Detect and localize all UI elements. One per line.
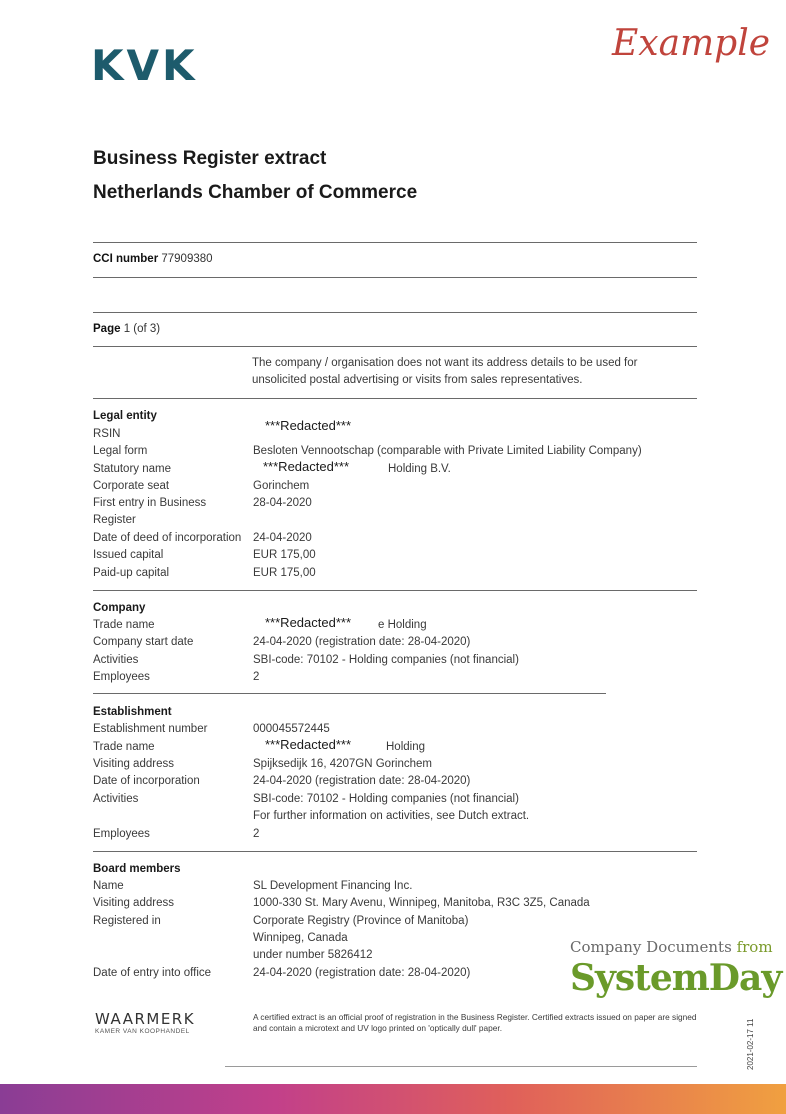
divider <box>93 277 697 278</box>
entry-into-office-label: Date of entry into office <box>93 967 212 979</box>
divider <box>93 398 697 399</box>
waarmerk-logo: WAARMERK <box>95 1010 196 1028</box>
systemday-logo: SystemDay <box>570 957 782 999</box>
issued-capital-label: Issued capital <box>93 549 164 561</box>
legal-form-value: Besloten Vennootschap (comparable with Private Limited Liability Company) <box>253 445 642 457</box>
board-name-label: Name <box>93 880 124 892</box>
privacy-line-1: The company / organisation does not want its address details to be used for <box>252 357 638 369</box>
establishment-trade-name-redacted: ***Redacted*** <box>265 737 352 752</box>
example-stamp: Example <box>612 23 771 64</box>
divider <box>93 590 697 591</box>
company-activities-value: SBI-code: 70102 - Holding companies (not financial) <box>253 654 519 666</box>
establishment-activities-label: Activities <box>93 793 139 805</box>
board-visiting-label: Visiting address <box>93 897 174 909</box>
privacy-notice <box>252 355 637 389</box>
certified-extract-note: A certified extract is an official proof of registration in the Business Register. Certified extracts issued on paper are signed and contain a microtext and UV logo printed on 'optically dull' paper. <box>253 1012 697 1033</box>
first-entry-value: 28-04-2020 <box>253 497 312 509</box>
kvk-logo: KVK <box>91 41 198 90</box>
divider <box>93 312 697 313</box>
company-start-value: 24-04-2020 (registration date: 28-04-2020) <box>253 636 471 648</box>
company-trade-name-label: Trade name <box>93 619 155 631</box>
establishment-activities-value: SBI-code: 70102 - Holding companies (not financial) <box>253 793 519 805</box>
divider <box>93 242 697 243</box>
establishment-employees-label: Employees <box>93 828 150 840</box>
registered-in-label: Registered in <box>93 915 161 927</box>
watermark-from: from <box>736 938 773 956</box>
systemday-watermark <box>570 938 781 998</box>
document-title: Business Register extract <box>93 148 327 169</box>
paid-up-capital-label: Paid-up capital <box>93 567 170 579</box>
establishment-number-label: Establishment number <box>93 723 208 735</box>
watermark-caption <box>570 938 781 956</box>
company-activities-label: Activities <box>93 654 139 666</box>
establishment-trade-name-label: Trade name <box>93 741 155 753</box>
divider <box>93 346 697 347</box>
deed-label: Date of deed of incorporation <box>93 532 242 544</box>
registered-in-line-1: Corporate Registry (Province of Manitoba) <box>253 915 469 927</box>
waarmerk-subtitle: KAMER VAN KOOPHANDEL <box>95 1028 190 1035</box>
cci-row <box>93 253 213 265</box>
visiting-address-label: Visiting address <box>93 758 174 770</box>
incorporation-value: 24-04-2020 (registration date: 28-04-2020) <box>253 775 471 787</box>
company-trade-name-redacted: ***Redacted*** <box>265 615 352 630</box>
issued-capital-value: EUR 175,00 <box>253 549 316 561</box>
page-value: 1 (of 3) <box>123 323 161 335</box>
legal-form-label: Legal form <box>93 445 148 457</box>
deed-value: 24-04-2020 <box>253 532 312 544</box>
rsin-value: ***Redacted*** <box>265 418 352 433</box>
page-label: Page <box>93 323 121 335</box>
company-start-label: Company start date <box>93 636 194 648</box>
document-subtitle: Netherlands Chamber of Commerce <box>93 182 418 203</box>
statutory-name-redacted: ***Redacted*** <box>263 459 350 474</box>
footer-divider <box>225 1066 697 1067</box>
first-entry-label: First entry in Business Register <box>93 497 207 527</box>
board-visiting-value: 1000-330 St. Mary Avenu, Winnipeg, Manitoba, R3C 3Z5, Canada <box>253 897 590 909</box>
establishment-number-value: 000045572445 <box>253 723 330 735</box>
entry-into-office-value: 24-04-2020 (registration date: 28-04-2020) <box>253 967 471 979</box>
privacy-line-2: unsolicited postal advertising or visits from sales representatives. <box>252 374 583 386</box>
visiting-address-value: Spijksedijk 16, 4207GN Gorinchem <box>253 758 432 770</box>
legal-entity-heading: Legal entity <box>93 410 157 422</box>
establishment-employees-value: 2 <box>253 828 260 840</box>
divider <box>93 693 606 694</box>
company-trade-name-suffix: e Holding <box>378 619 427 631</box>
company-employees-value: 2 <box>253 671 260 683</box>
establishment-heading: Establishment <box>93 706 172 718</box>
page-row <box>93 323 160 335</box>
cci-value: 77909380 <box>161 253 213 265</box>
watermark-line: Company Documents <box>570 938 732 956</box>
company-employees-label: Employees <box>93 671 150 683</box>
board-members-heading: Board members <box>93 863 181 875</box>
cci-label: CCI number <box>93 253 159 265</box>
establishment-trade-name-suffix: Holding <box>386 741 425 753</box>
company-heading: Company <box>93 602 146 614</box>
footer-gradient-bar <box>0 1084 786 1114</box>
paid-up-capital-value: EUR 175,00 <box>253 567 316 579</box>
statutory-name-label: Statutory name <box>93 463 171 475</box>
side-code: 2021-02-17 11 <box>746 1018 755 1070</box>
board-name-value: SL Development Financing Inc. <box>253 880 413 892</box>
corporate-seat-label: Corporate seat <box>93 480 170 492</box>
rsin-label: RSIN <box>93 428 121 440</box>
establishment-activities-note: For further information on activities, see Dutch extract. <box>253 810 530 822</box>
divider <box>93 851 697 852</box>
registered-in-line-3: under number 5826412 <box>253 949 373 961</box>
statutory-name-suffix: Holding B.V. <box>388 463 451 475</box>
incorporation-label: Date of incorporation <box>93 775 200 787</box>
corporate-seat-value: Gorinchem <box>253 480 310 492</box>
registered-in-line-2: Winnipeg, Canada <box>253 932 348 944</box>
